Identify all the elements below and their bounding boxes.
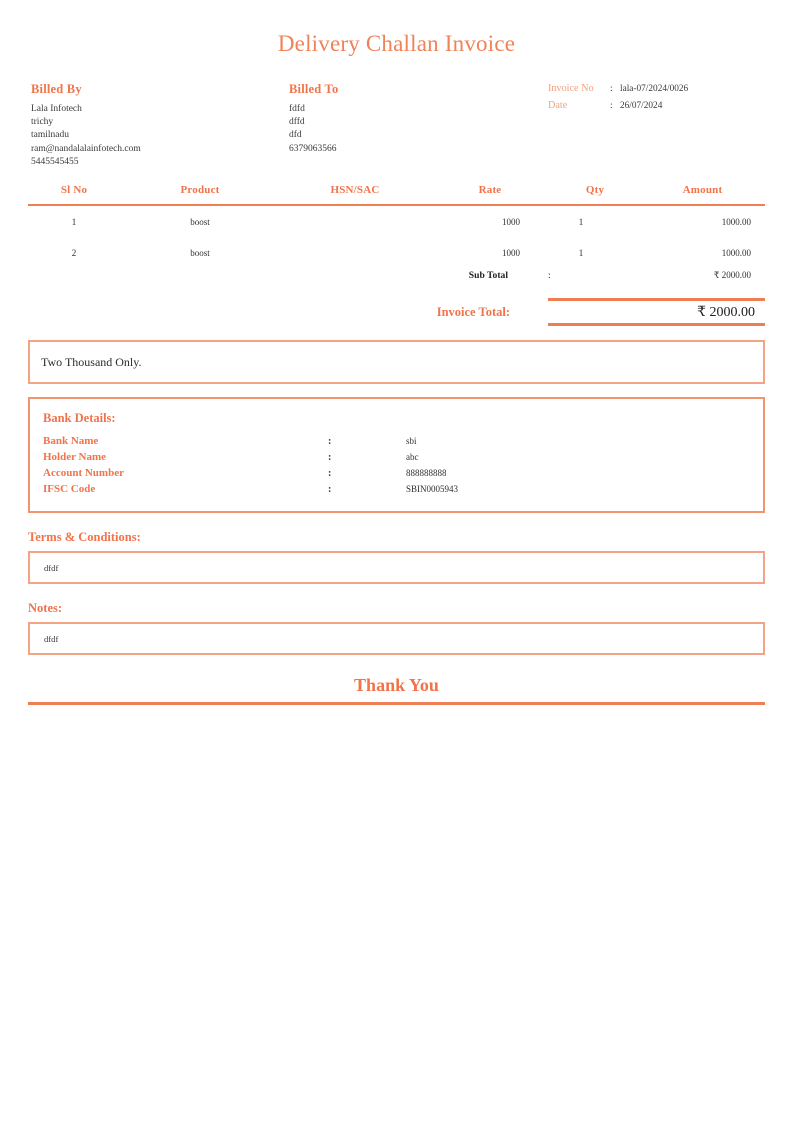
cell-product: boost bbox=[190, 248, 210, 258]
holder-name-colon: : bbox=[328, 452, 332, 463]
invoice-meta-block bbox=[548, 83, 768, 117]
holder-name-row bbox=[43, 451, 763, 467]
cell-amount: 1000.00 bbox=[721, 217, 751, 227]
terms-title: Terms & Conditions: bbox=[28, 530, 141, 544]
holder-name-label: Holder Name bbox=[43, 451, 107, 463]
billed-by-line: tamilnadu bbox=[31, 130, 69, 141]
account-number-colon: : bbox=[328, 468, 332, 479]
billed-to-block bbox=[289, 82, 529, 156]
sub-total-label: Sub Total bbox=[468, 270, 508, 281]
terms-box bbox=[28, 551, 765, 584]
sub-total-colon: : bbox=[548, 270, 551, 281]
column-header-amount: Amount bbox=[640, 178, 765, 205]
cell-hsn-sac bbox=[280, 237, 430, 268]
column-header-sl-no: Sl No bbox=[28, 178, 120, 205]
notes-box bbox=[28, 622, 765, 655]
amount-in-words-text: Two Thousand Only. bbox=[41, 354, 142, 369]
page-title: Delivery Challan Invoice bbox=[277, 31, 516, 56]
cell-hsn-sac bbox=[280, 205, 430, 237]
billed-by-line: ram@nandalalainfotech.com bbox=[31, 143, 141, 154]
items-table-body bbox=[28, 205, 765, 268]
bank-details-title: Bank Details: bbox=[43, 411, 116, 425]
invoice-number-value: lala-07/2024/0026 bbox=[620, 84, 689, 94]
items-table bbox=[28, 178, 765, 268]
cell-rate: 1000 bbox=[502, 217, 520, 227]
billed-to-line: dfd bbox=[289, 130, 302, 141]
notes-text: dfdf bbox=[44, 633, 59, 644]
billed-to-heading: Billed To bbox=[289, 82, 339, 96]
account-number-value: 888888888 bbox=[406, 468, 447, 478]
billed-to-line: 6379063566 bbox=[289, 143, 337, 154]
bank-name-value: sbi bbox=[406, 436, 417, 446]
ifsc-code-colon: : bbox=[328, 484, 332, 495]
billed-by-line: Lala Infotech bbox=[31, 104, 82, 114]
ifsc-code-label: IFSC Code bbox=[43, 483, 96, 495]
column-header-product: Product bbox=[120, 178, 280, 205]
cell-sl-no: 2 bbox=[71, 248, 77, 258]
column-header-rate: Rate bbox=[430, 178, 550, 205]
invoice-date-value: 26/07/2024 bbox=[620, 101, 663, 111]
invoice-total-row bbox=[28, 298, 765, 326]
cell-sl-no: 1 bbox=[71, 217, 77, 227]
cell-amount: 1000.00 bbox=[721, 248, 751, 258]
thank-you-text: Thank You bbox=[354, 675, 439, 695]
billed-by-line: trichy bbox=[31, 117, 54, 128]
column-header-hsn-sac: HSN/SAC bbox=[280, 178, 430, 205]
invoice-number-row bbox=[548, 83, 768, 94]
table-row bbox=[28, 205, 765, 237]
account-number-label: Account Number bbox=[43, 467, 124, 479]
invoice-date-colon: : bbox=[610, 100, 613, 111]
sub-total-row bbox=[28, 270, 765, 292]
cell-qty: 1 bbox=[578, 217, 584, 227]
ifsc-code-row bbox=[43, 483, 763, 499]
bank-name-colon: : bbox=[328, 436, 332, 447]
bank-details-box bbox=[28, 397, 765, 513]
ifsc-code-value: SBIN0005943 bbox=[406, 484, 459, 494]
billed-by-line: 5445545455 bbox=[31, 156, 79, 167]
billed-by-heading: Billed By bbox=[31, 82, 82, 96]
invoice-sheet bbox=[28, 0, 765, 705]
invoice-total-box bbox=[548, 298, 765, 326]
footer-divider bbox=[28, 702, 765, 705]
invoice-total-value: ₹ 2000.00 bbox=[697, 304, 755, 320]
invoice-date-row bbox=[548, 100, 768, 111]
notes-title: Notes: bbox=[28, 601, 63, 615]
holder-name-value: abc bbox=[406, 452, 419, 462]
bank-name-row bbox=[43, 435, 763, 451]
sub-total-value: ₹ 2000.00 bbox=[713, 270, 751, 280]
terms-text: dfdf bbox=[44, 562, 59, 573]
cell-rate: 1000 bbox=[502, 248, 520, 258]
amount-in-words-box bbox=[28, 340, 765, 384]
items-table-head bbox=[28, 178, 765, 205]
table-row bbox=[28, 237, 765, 268]
items-table-header-row bbox=[28, 178, 765, 205]
billed-to-line: fdfd bbox=[289, 104, 305, 114]
invoice-number-label: Invoice No bbox=[548, 83, 594, 94]
invoice-date-label: Date bbox=[548, 100, 568, 111]
cell-qty: 1 bbox=[578, 248, 584, 258]
invoice-number-colon: : bbox=[610, 83, 613, 94]
cell-product: boost bbox=[190, 217, 210, 227]
billed-by-block bbox=[31, 82, 281, 169]
bank-name-label: Bank Name bbox=[43, 435, 99, 447]
parties-section bbox=[28, 82, 765, 167]
totals-section bbox=[28, 270, 765, 326]
account-number-row bbox=[43, 467, 763, 483]
column-header-qty: Qty bbox=[550, 178, 640, 205]
billed-to-line: dffd bbox=[289, 117, 305, 128]
invoice-total-label: Invoice Total: bbox=[436, 304, 510, 319]
